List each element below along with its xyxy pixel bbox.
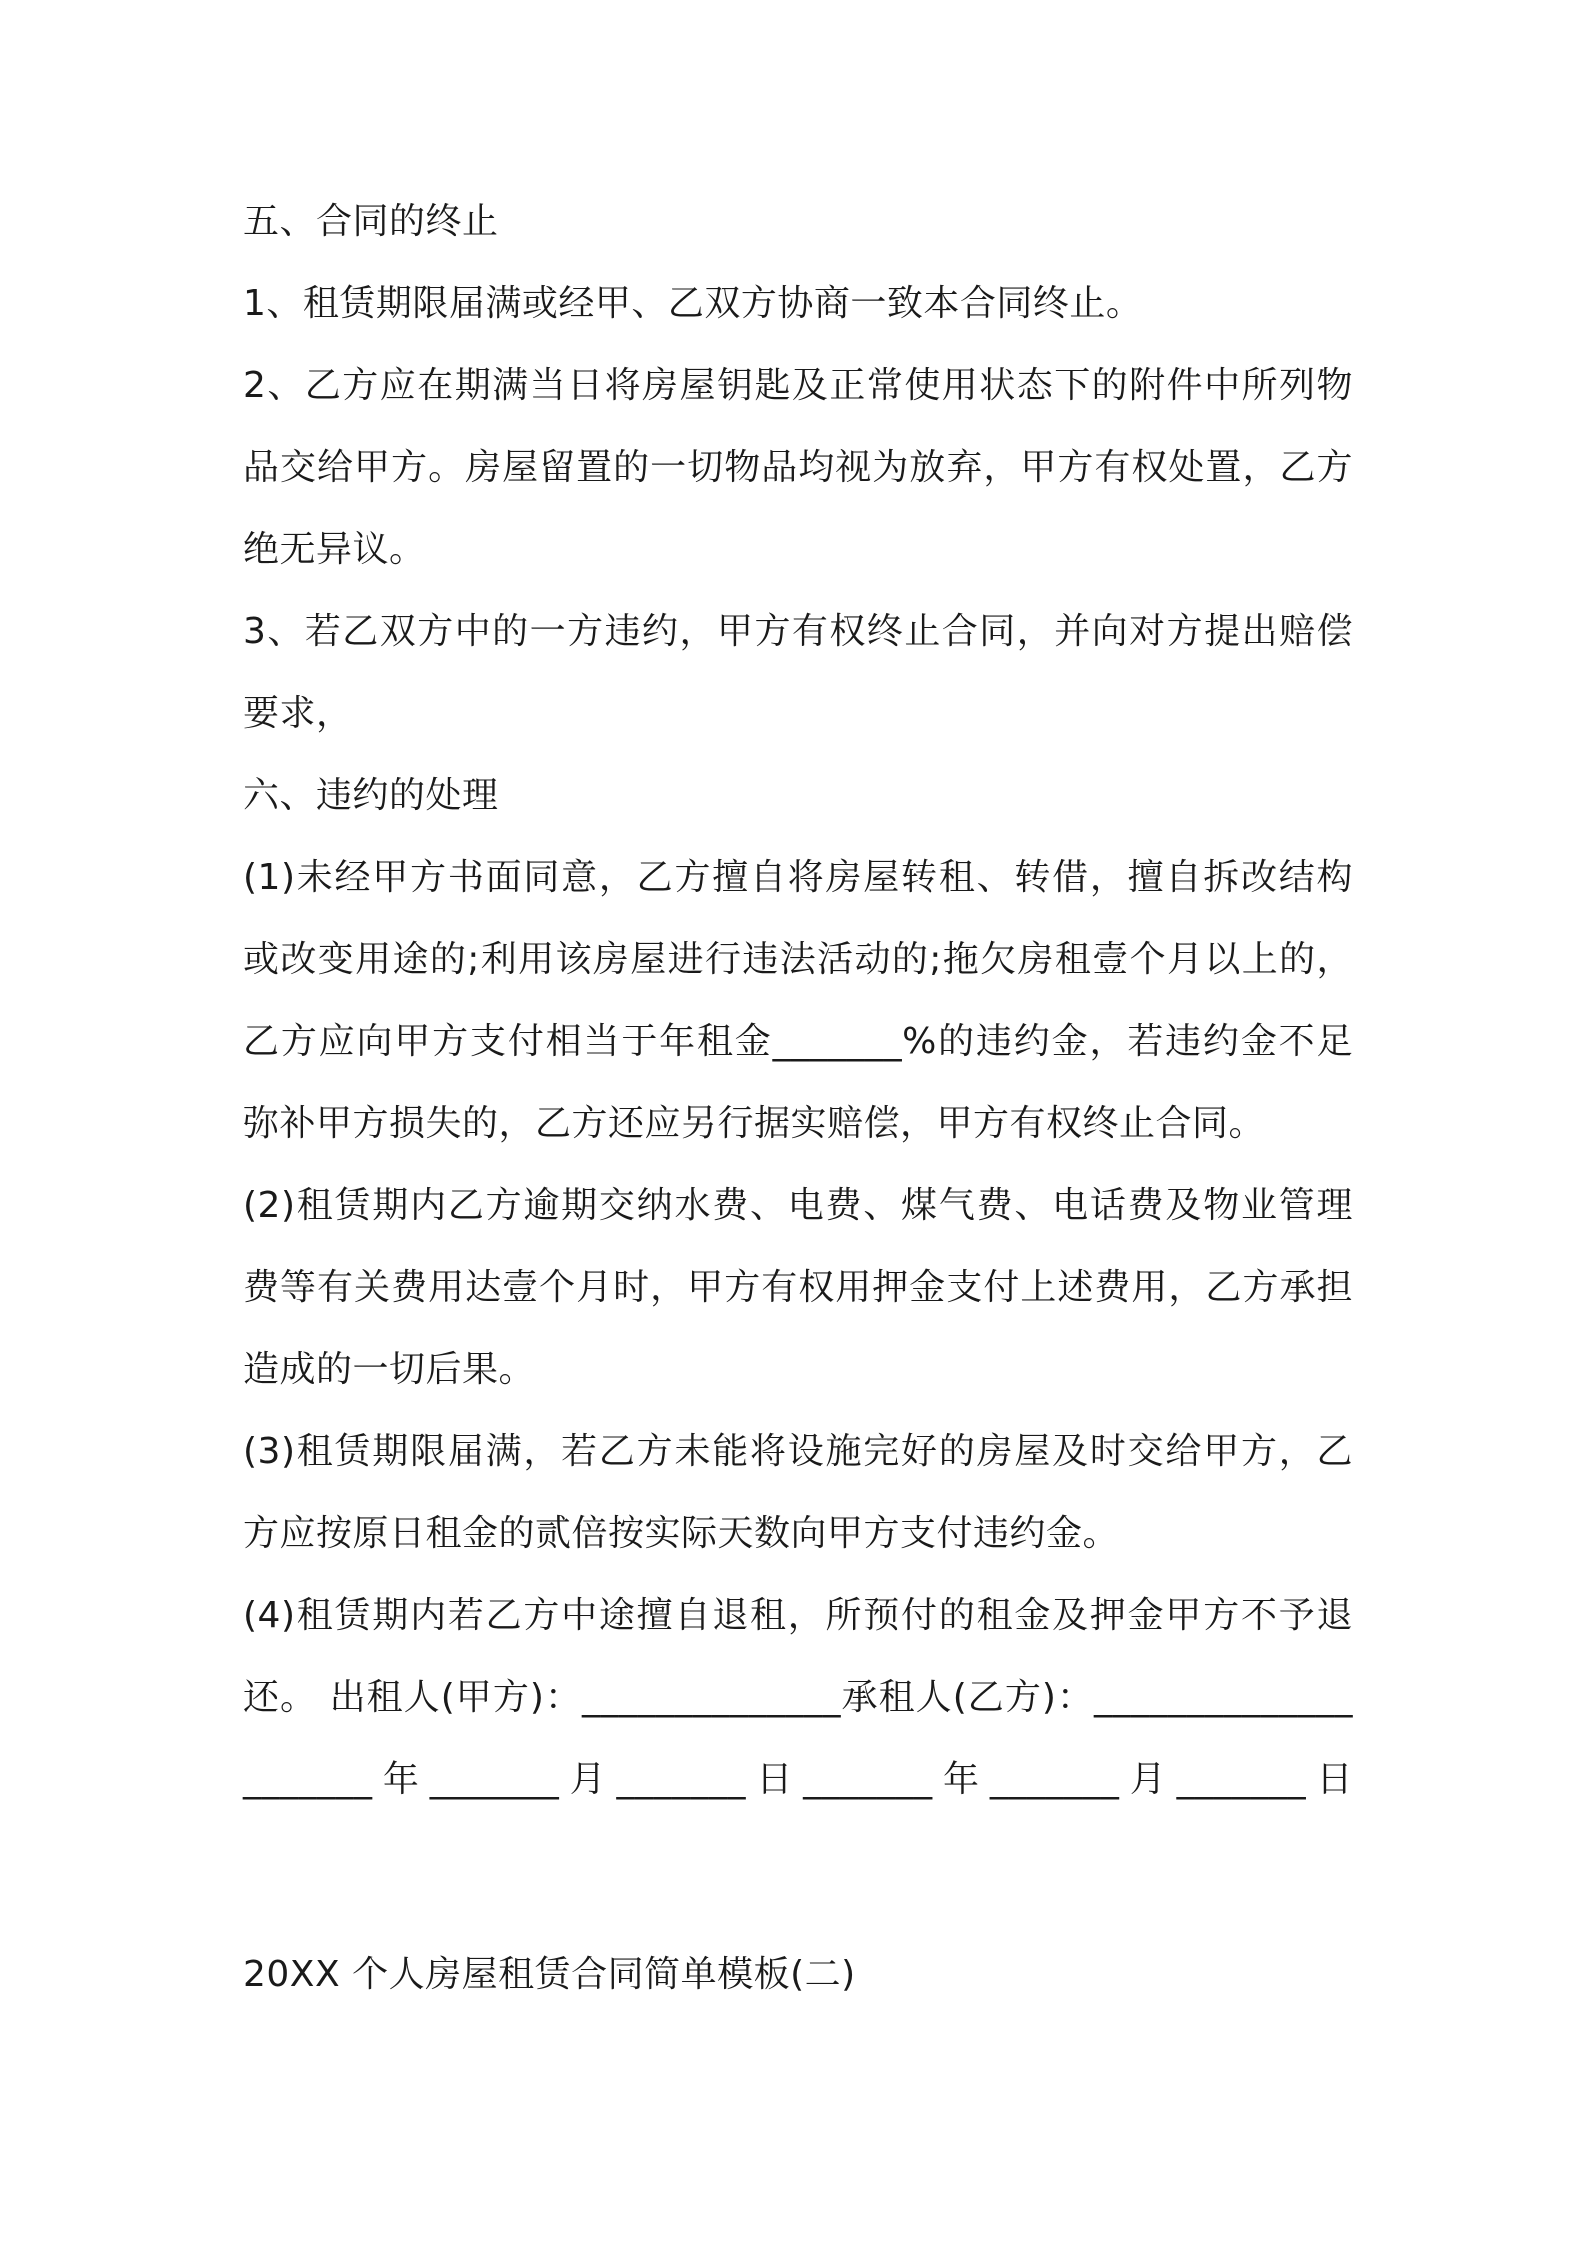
clause-6-2-line-3: 造成的一切后果。 <box>243 1349 536 1390</box>
section-6-heading: 六、违约的处理 <box>243 775 499 816</box>
clause-5-2-line-2: 品交给甲方。房屋留置的一切物品均视为放弃，甲方有权处置，乙方 <box>243 447 1353 488</box>
clause-5-1: 1、租赁期限届满或经甲、乙双方协商一致本合同终止。 <box>243 283 1143 324</box>
clause-6-3-line-1: (3)租赁期限届满，若乙方未能将设施完好的房屋及时交给甲方，乙 <box>243 1431 1353 1472</box>
clause-6-3-line-2: 方应按原日租金的贰倍按实际天数向甲方支付违约金。 <box>243 1513 1120 1554</box>
clause-5-3-line-1: 3、若乙双方中的一方违约，甲方有权终止合同，并向对方提出赔偿 <box>243 611 1353 652</box>
next-template-title: 20XX 个人房屋租赁合同简单模板(二) <box>243 1954 856 1995</box>
clause-5-2-line-1: 2、乙方应在期满当日将房屋钥匙及正常使用状态下的附件中所列物 <box>243 365 1353 406</box>
clause-6-1-line-1: (1)未经甲方书面同意，乙方擅自将房屋转租、转借，擅自拆改结构 <box>243 857 1353 898</box>
clause-5-3-line-2: 要求， <box>243 693 353 734</box>
clause-6-1-line-3: 乙方应向甲方支付相当于年租金_______%的违约金，若违约金不足 <box>243 1021 1353 1062</box>
clause-6-1-line-2: 或改变用途的;利用该房屋进行违法活动的;拖欠房租壹个月以上的， <box>243 939 1353 980</box>
clause-5-2-line-3: 绝无异议。 <box>243 529 426 570</box>
clause-6-2-line-1: (2)租赁期内乙方逾期交纳水费、电费、煤气费、电话费及物业管理 <box>243 1185 1353 1226</box>
clause-6-4-line-1: (4)租赁期内若乙方中途擅自退租，所预付的租金及押金甲方不予退 <box>243 1595 1353 1636</box>
date-line: _______年_______月_______日_______年_______月_______日 <box>243 1759 1354 1800</box>
clause-6-2-line-2: 费等有关费用达壹个月时，甲方有权用押金支付上述费用，乙方承担 <box>243 1267 1353 1308</box>
clause-6-1-line-4: 弥补甲方损失的，乙方还应另行据实赔偿，甲方有权终止合同。 <box>243 1103 1266 1144</box>
section-5-heading: 五、合同的终止 <box>243 201 499 242</box>
signature-line: 还。 出租人(甲方)：______________承租人(乙方)：______________ <box>243 1677 1353 1718</box>
